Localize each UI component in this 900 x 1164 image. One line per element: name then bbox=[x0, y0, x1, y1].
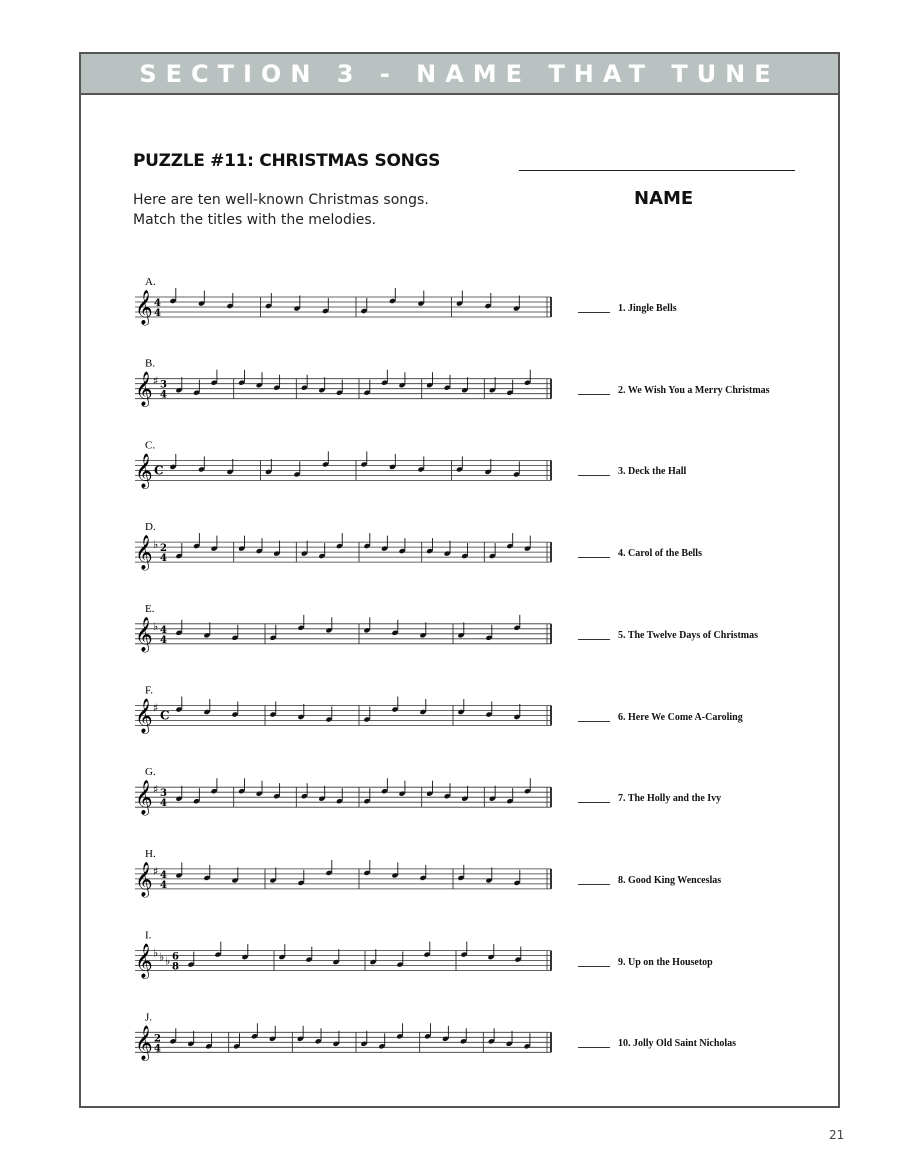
answer-blank[interactable] bbox=[578, 475, 610, 476]
song-title-row bbox=[578, 548, 828, 562]
time-signature-top: 3 bbox=[160, 788, 167, 800]
key-accidental-icon: ♯ bbox=[153, 783, 159, 797]
answer-blank[interactable] bbox=[578, 802, 610, 803]
song-title: 9. Up on the Housetop bbox=[618, 956, 713, 968]
time-signature-bottom: 4 bbox=[160, 389, 167, 401]
song-title: 3. Deck the Hall bbox=[618, 466, 687, 478]
section-header: SECTION 3 - NAME THAT TUNE bbox=[81, 54, 838, 95]
time-signature-bottom: 4 bbox=[160, 879, 167, 891]
melody-8 bbox=[135, 848, 551, 898]
key-accidental-icon: ♭ bbox=[165, 954, 171, 968]
treble-clef-icon: 𝄞 bbox=[135, 861, 153, 897]
puzzle-title: PUZZLE #11: CHRISTMAS SONGS bbox=[133, 151, 441, 171]
answer-blank[interactable] bbox=[578, 884, 610, 885]
time-signature-top: 2 bbox=[154, 1033, 161, 1045]
song-title: 2. We Wish You a Merry Christmas bbox=[618, 384, 770, 396]
melody-3 bbox=[135, 439, 551, 489]
time-signature-bottom: 4 bbox=[154, 1043, 161, 1055]
treble-clef-icon: 𝄞 bbox=[135, 535, 153, 571]
melody-5 bbox=[135, 603, 551, 653]
melody-letter: G. bbox=[145, 766, 156, 779]
treble-clef-icon: 𝄞 bbox=[135, 1025, 153, 1061]
treble-clef-icon: 𝄞 bbox=[135, 616, 153, 652]
key-accidental-icon: ♯ bbox=[153, 374, 159, 388]
melody-7 bbox=[135, 766, 551, 816]
song-title: 4. Carol of the Bells bbox=[618, 548, 702, 560]
song-title: 10. Jolly Old Saint Nicholas bbox=[618, 1038, 737, 1050]
key-accidental-icon: ♯ bbox=[153, 864, 159, 878]
time-signature-bottom: 4 bbox=[160, 553, 167, 565]
answer-blank[interactable] bbox=[578, 1047, 610, 1048]
melody-4 bbox=[135, 521, 551, 571]
song-title-row bbox=[578, 1038, 828, 1052]
song-title: 8. Good King Wenceslas bbox=[618, 874, 722, 886]
treble-clef-icon: 𝄞 bbox=[135, 453, 153, 489]
song-title-row bbox=[578, 303, 828, 317]
key-accidental-icon: ♭ bbox=[159, 950, 165, 964]
intro-text: Here are ten well-known Christmas songs. Match the titles with the melodies. bbox=[133, 192, 429, 228]
song-title: 7. The Holly and the Ivy bbox=[618, 793, 722, 805]
time-signature-top: 4 bbox=[160, 869, 167, 881]
song-title: 5. The Twelve Days of Christmas bbox=[618, 629, 758, 641]
song-title-row bbox=[578, 712, 828, 726]
treble-clef-icon: 𝄞 bbox=[135, 943, 153, 979]
common-time-icon: C bbox=[154, 463, 164, 478]
answer-blank[interactable] bbox=[578, 966, 610, 967]
song-title-row bbox=[578, 630, 828, 644]
treble-clef-icon: 𝄞 bbox=[135, 371, 153, 407]
melody-6 bbox=[135, 685, 551, 735]
time-signature-top: 2 bbox=[160, 543, 167, 555]
melody-9 bbox=[135, 930, 551, 980]
song-title-row bbox=[578, 875, 828, 889]
common-time-icon: C bbox=[160, 708, 170, 723]
melody-2 bbox=[135, 358, 551, 408]
melody-letter: D. bbox=[145, 521, 156, 534]
page-number: 21 bbox=[829, 1128, 845, 1142]
treble-clef-icon: 𝄞 bbox=[135, 698, 153, 734]
answer-blank[interactable] bbox=[578, 312, 610, 313]
time-signature-top: 4 bbox=[160, 624, 167, 636]
time-signature-bottom: 4 bbox=[160, 798, 167, 810]
answer-blank[interactable] bbox=[578, 394, 610, 395]
time-signature-bottom: 4 bbox=[154, 308, 161, 319]
treble-clef-icon: 𝄞 bbox=[135, 780, 153, 816]
key-accidental-icon: ♭ bbox=[153, 619, 159, 633]
time-signature-top: 3 bbox=[160, 379, 167, 391]
melody-letter: E. bbox=[145, 602, 155, 615]
melody-letter: I. bbox=[145, 929, 152, 942]
melody-1 bbox=[135, 276, 551, 326]
song-title: 6. Here We Come A-Caroling bbox=[618, 711, 743, 723]
melody-letter: F. bbox=[145, 684, 153, 697]
song-title-row bbox=[578, 385, 828, 399]
answer-blank[interactable] bbox=[578, 557, 610, 558]
song-title-row bbox=[578, 793, 828, 807]
answer-blank[interactable] bbox=[578, 639, 610, 640]
song-title-row bbox=[578, 957, 828, 971]
key-accidental-icon: ♭ bbox=[153, 538, 159, 552]
key-accidental-icon: ♯ bbox=[153, 701, 159, 715]
time-signature-top: 6 bbox=[172, 951, 179, 963]
time-signature-bottom: 8 bbox=[172, 961, 179, 973]
treble-clef-icon: 𝄞 bbox=[135, 290, 153, 325]
melody-letter: H. bbox=[145, 847, 156, 860]
melody-10 bbox=[135, 1011, 551, 1061]
answer-blank[interactable] bbox=[578, 721, 610, 722]
melody-letter: B. bbox=[145, 357, 156, 370]
melody-letter: J. bbox=[145, 1011, 153, 1024]
song-title: 1. Jingle Bells bbox=[618, 303, 677, 314]
name-label: NAME bbox=[634, 188, 694, 209]
key-accidental-icon: ♭ bbox=[153, 946, 159, 960]
time-signature-top: 4 bbox=[154, 298, 161, 309]
song-title-row bbox=[578, 466, 828, 480]
time-signature-bottom: 4 bbox=[160, 634, 167, 646]
melody-letter: A. bbox=[145, 276, 156, 288]
melody-letter: C. bbox=[145, 439, 156, 452]
